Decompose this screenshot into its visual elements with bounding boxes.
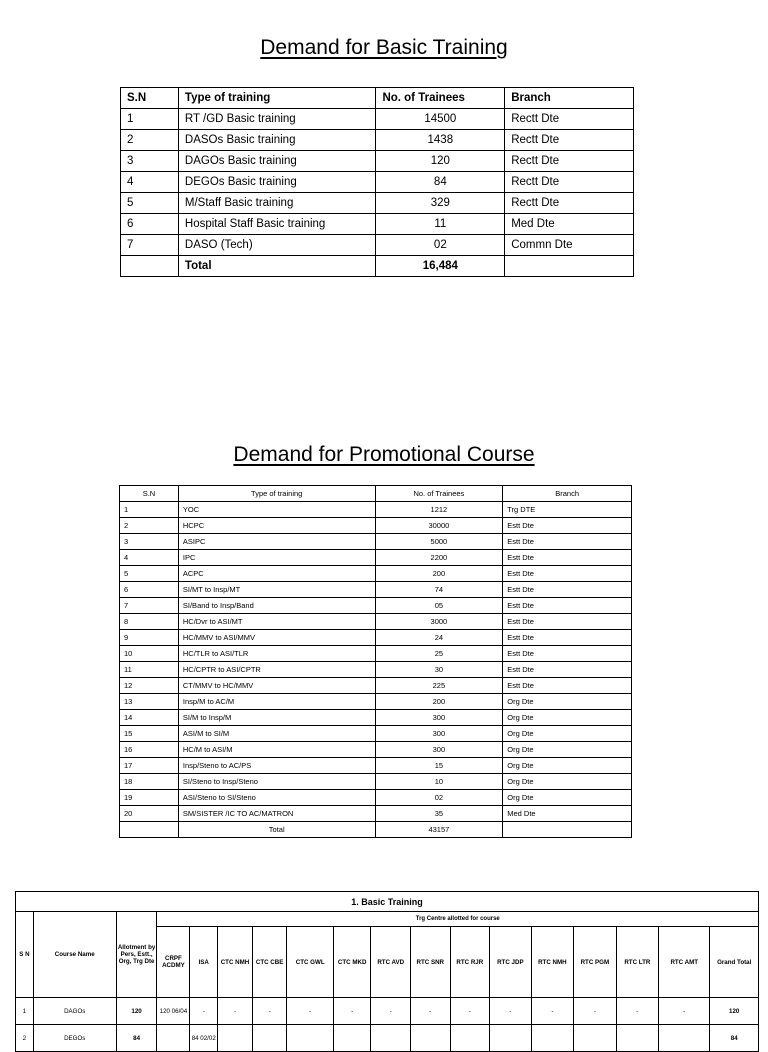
row-trainees: 84	[376, 172, 505, 193]
header-centre: RTC LTR	[616, 927, 658, 998]
row-type: IPC	[178, 550, 375, 566]
row-type: Insp/Steno to AC/PS	[178, 758, 375, 774]
row-centre-value: -	[333, 998, 371, 1025]
row-sn: 15	[120, 726, 179, 742]
row-centre-value	[218, 1025, 253, 1052]
row-centre-value: -	[616, 998, 658, 1025]
header-allotment: Allotment by Pers, Estt., Org, Trg Dte	[116, 912, 157, 998]
row-course-name: DEGOs	[33, 1025, 116, 1052]
row-sn: 18	[120, 774, 179, 790]
row-trainees: 05	[375, 598, 503, 614]
row-centre-value	[659, 1025, 710, 1052]
row-type: RT /GD Basic training	[178, 109, 376, 130]
total-label: Total	[178, 256, 376, 277]
row-type: HC/Dvr to ASI/MT	[178, 614, 375, 630]
row-trainees: 1438	[376, 130, 505, 151]
row-branch: Med Dte	[503, 806, 632, 822]
row-centre-value: -	[218, 998, 253, 1025]
table-row	[120, 518, 632, 534]
row-branch: Estt Dte	[503, 662, 632, 678]
table-header-row	[120, 486, 632, 502]
row-trainees: 300	[375, 742, 503, 758]
header-centre: CTC CBE	[252, 927, 287, 998]
row-trainees: 11	[376, 214, 505, 235]
row-branch: Trg DTE	[503, 502, 632, 518]
row-type: DAGOs Basic training	[178, 151, 376, 172]
table-row	[120, 726, 632, 742]
row-branch: Med Dte	[505, 214, 634, 235]
row-trainees: 30	[375, 662, 503, 678]
row-sn: 5	[120, 566, 179, 582]
row-sn: 2	[16, 1025, 34, 1052]
table-row	[16, 1025, 759, 1052]
row-centre-value	[531, 1025, 574, 1052]
row-centre-value: -	[252, 998, 287, 1025]
header-centre: RTC NMH	[531, 927, 574, 998]
row-type: M/Staff Basic training	[178, 193, 376, 214]
row-type: ASIPC	[178, 534, 375, 550]
table-row	[120, 694, 632, 710]
row-branch: Estt Dte	[503, 678, 632, 694]
row-type: SI/Band to Insp/Band	[178, 598, 375, 614]
row-trainees: 120	[376, 151, 505, 172]
table-row	[16, 998, 759, 1025]
table-row	[120, 710, 632, 726]
header-centre: RTC PGM	[574, 927, 617, 998]
row-sn: 17	[120, 758, 179, 774]
table-row	[120, 630, 632, 646]
header-type: Type of training	[178, 486, 375, 502]
table-row	[120, 534, 632, 550]
row-centre-value	[252, 1025, 287, 1052]
table-row	[120, 646, 632, 662]
total-row	[120, 822, 632, 838]
row-branch: Commn Dte	[505, 235, 634, 256]
row-branch: Estt Dte	[503, 518, 632, 534]
table-row	[121, 151, 634, 172]
header-centre: CTC NMH	[218, 927, 253, 998]
total-sn-cell	[120, 822, 179, 838]
row-trainees: 15	[375, 758, 503, 774]
header-sn: S.N	[120, 486, 179, 502]
total-row	[121, 256, 634, 277]
row-sn: 12	[120, 678, 179, 694]
row-branch: Estt Dte	[503, 614, 632, 630]
row-branch: Rectt Dte	[505, 172, 634, 193]
table-row	[121, 109, 634, 130]
row-branch: Estt Dte	[503, 534, 632, 550]
header-centre: RTC SNR	[411, 927, 451, 998]
row-centre-value: -	[531, 998, 574, 1025]
row-centre-value	[157, 1025, 190, 1052]
row-branch: Estt Dte	[503, 598, 632, 614]
table-row	[120, 806, 632, 822]
table-row	[120, 550, 632, 566]
row-type: HC/TLR to ASI/TLR	[178, 646, 375, 662]
row-trainees: 10	[375, 774, 503, 790]
row-type: Hospital Staff Basic training	[178, 214, 376, 235]
row-centre-value	[287, 1025, 333, 1052]
row-grand-total: 84	[710, 1025, 759, 1052]
row-type: SI/Steno to Insp/Steno	[178, 774, 375, 790]
row-type: HCPC	[178, 518, 375, 534]
row-centre-value: -	[411, 998, 451, 1025]
row-sn: 19	[120, 790, 179, 806]
header-trainees: No. of Trainees	[375, 486, 503, 502]
allotment-table	[15, 891, 759, 1052]
row-type: SM/SISTER /IC TO AC/MATRON	[178, 806, 375, 822]
row-branch: Estt Dte	[503, 646, 632, 662]
table-row	[120, 774, 632, 790]
row-type: CT/MMV to HC/MMV	[178, 678, 375, 694]
row-sn: 1	[16, 998, 34, 1025]
allotment-table-title: 1. Basic Training	[16, 892, 759, 912]
row-type: ASI/M to SI/M	[178, 726, 375, 742]
row-sn: 6	[121, 214, 179, 235]
row-type: YOC	[178, 502, 375, 518]
row-branch: Org Dte	[503, 742, 632, 758]
table-row	[120, 790, 632, 806]
row-branch: Estt Dte	[503, 566, 632, 582]
row-sn: 13	[120, 694, 179, 710]
header-centre: CRPF ACDMY	[157, 927, 190, 998]
row-sn: 4	[120, 550, 179, 566]
header-centre: CTC GWL	[287, 927, 333, 998]
row-trainees: 2200	[375, 550, 503, 566]
total-label: Total	[178, 822, 375, 838]
row-branch: Org Dte	[503, 758, 632, 774]
row-trainees: 329	[376, 193, 505, 214]
row-type: ASI/Steno to SI/Steno	[178, 790, 375, 806]
row-trainees: 14500	[376, 109, 505, 130]
row-trainees: 5000	[375, 534, 503, 550]
row-centre-value	[333, 1025, 371, 1052]
row-trainees: 300	[375, 726, 503, 742]
row-sn: 1	[121, 109, 179, 130]
row-trainees: 24	[375, 630, 503, 646]
promotional-course-title: Demand for Promotional Course	[233, 443, 535, 466]
row-course-name: DAGOs	[33, 998, 116, 1025]
row-trainees: 3000	[375, 614, 503, 630]
table-row	[121, 235, 634, 256]
row-branch: Estt Dte	[503, 550, 632, 566]
row-branch: Org Dte	[503, 790, 632, 806]
row-sn: 1	[120, 502, 179, 518]
row-type: DASOs Basic training	[178, 130, 376, 151]
row-centre-value	[371, 1025, 411, 1052]
table-row	[120, 598, 632, 614]
row-type: HC/CPTR to ASI/CPTR	[178, 662, 375, 678]
row-sn: 10	[120, 646, 179, 662]
row-branch: Rectt Dte	[505, 193, 634, 214]
row-sn: 8	[120, 614, 179, 630]
header-sn: S N	[16, 912, 34, 998]
header-branch: Branch	[505, 88, 634, 109]
row-centre-value	[616, 1025, 658, 1052]
header-grand-total: Grand Total	[710, 927, 759, 998]
basic-training-title: Demand for Basic Training	[260, 36, 508, 59]
header-type: Type of training	[178, 88, 376, 109]
header-trainees: No. of Trainees	[376, 88, 505, 109]
row-centre-value: -	[190, 998, 218, 1025]
row-centre-value	[411, 1025, 451, 1052]
table-row	[120, 614, 632, 630]
total-sn-cell	[121, 256, 179, 277]
header-centre: ISA	[190, 927, 218, 998]
row-trainees: 74	[375, 582, 503, 598]
row-sn: 6	[120, 582, 179, 598]
row-branch: Org Dte	[503, 774, 632, 790]
basic-training-table	[120, 87, 634, 277]
row-type: SI/M to Insp/M	[178, 710, 375, 726]
table-row	[121, 172, 634, 193]
allotment-table-subtitle: Trg Centre allotted for course	[157, 912, 759, 927]
row-sn: 3	[120, 534, 179, 550]
row-sn: 2	[120, 518, 179, 534]
table-row	[121, 130, 634, 151]
row-branch: Rectt Dte	[505, 109, 634, 130]
row-trainees: 1212	[375, 502, 503, 518]
row-trainees: 25	[375, 646, 503, 662]
row-allotment: 84	[116, 1025, 157, 1052]
row-type: HC/MMV to ASI/MMV	[178, 630, 375, 646]
row-centre-value: 120 06/04	[157, 998, 190, 1025]
header-branch: Branch	[503, 486, 632, 502]
row-sn: 14	[120, 710, 179, 726]
row-grand-total: 120	[710, 998, 759, 1025]
row-sn: 9	[120, 630, 179, 646]
row-type: HC/M to ASI/M	[178, 742, 375, 758]
row-type: Insp/M to AC/M	[178, 694, 375, 710]
row-sn: 2	[121, 130, 179, 151]
row-trainees: 30000	[375, 518, 503, 534]
row-branch: Estt Dte	[503, 582, 632, 598]
row-branch: Org Dte	[503, 694, 632, 710]
row-trainees: 200	[375, 566, 503, 582]
row-sn: 5	[121, 193, 179, 214]
total-value: 16,484	[376, 256, 505, 277]
row-sn: 7	[121, 235, 179, 256]
header-centre: RTC JDP	[490, 927, 532, 998]
total-branch-cell	[505, 256, 634, 277]
row-centre-value: -	[490, 998, 532, 1025]
row-centre-value	[574, 1025, 617, 1052]
header-centre: CTC MKD	[333, 927, 371, 998]
total-branch-cell	[503, 822, 632, 838]
row-trainees: 02	[376, 235, 505, 256]
row-allotment: 120	[116, 998, 157, 1025]
row-trainees: 200	[375, 694, 503, 710]
row-type: ACPC	[178, 566, 375, 582]
table-row	[120, 566, 632, 582]
row-centre-value: -	[287, 998, 333, 1025]
row-sn: 16	[120, 742, 179, 758]
total-value: 43157	[375, 822, 503, 838]
header-centre: RTC AVD	[371, 927, 411, 998]
table-row	[120, 662, 632, 678]
promotional-course-table	[119, 485, 632, 838]
header-centre: RTC RJR	[450, 927, 490, 998]
row-centre-value: -	[659, 998, 710, 1025]
row-centre-value: -	[371, 998, 411, 1025]
row-branch: Org Dte	[503, 710, 632, 726]
row-sn: 3	[121, 151, 179, 172]
table-row	[120, 582, 632, 598]
row-trainees: 02	[375, 790, 503, 806]
table-row	[121, 214, 634, 235]
row-trainees: 35	[375, 806, 503, 822]
row-trainees: 225	[375, 678, 503, 694]
row-type: SI/MT to Insp/MT	[178, 582, 375, 598]
row-sn: 11	[120, 662, 179, 678]
header-course-name: Course Name	[33, 912, 116, 998]
row-centre-value: -	[574, 998, 617, 1025]
row-type: DASO (Tech)	[178, 235, 376, 256]
row-branch: Estt Dte	[503, 630, 632, 646]
table-row	[121, 193, 634, 214]
row-branch: Rectt Dte	[505, 151, 634, 172]
row-centre-value: 84 02/02	[190, 1025, 218, 1052]
row-centre-value	[450, 1025, 490, 1052]
table-header-row	[121, 88, 634, 109]
row-type: DEGOs Basic training	[178, 172, 376, 193]
row-sn: 7	[120, 598, 179, 614]
row-centre-value	[490, 1025, 532, 1052]
header-centre: RTC AMT	[659, 927, 710, 998]
row-sn: 4	[121, 172, 179, 193]
row-branch: Org Dte	[503, 726, 632, 742]
table-row	[120, 502, 632, 518]
header-sn: S.N	[121, 88, 179, 109]
row-trainees: 300	[375, 710, 503, 726]
row-sn: 20	[120, 806, 179, 822]
table-row	[120, 678, 632, 694]
row-centre-value: -	[450, 998, 490, 1025]
row-branch: Rectt Dte	[505, 130, 634, 151]
table-row	[120, 758, 632, 774]
table-row	[120, 742, 632, 758]
